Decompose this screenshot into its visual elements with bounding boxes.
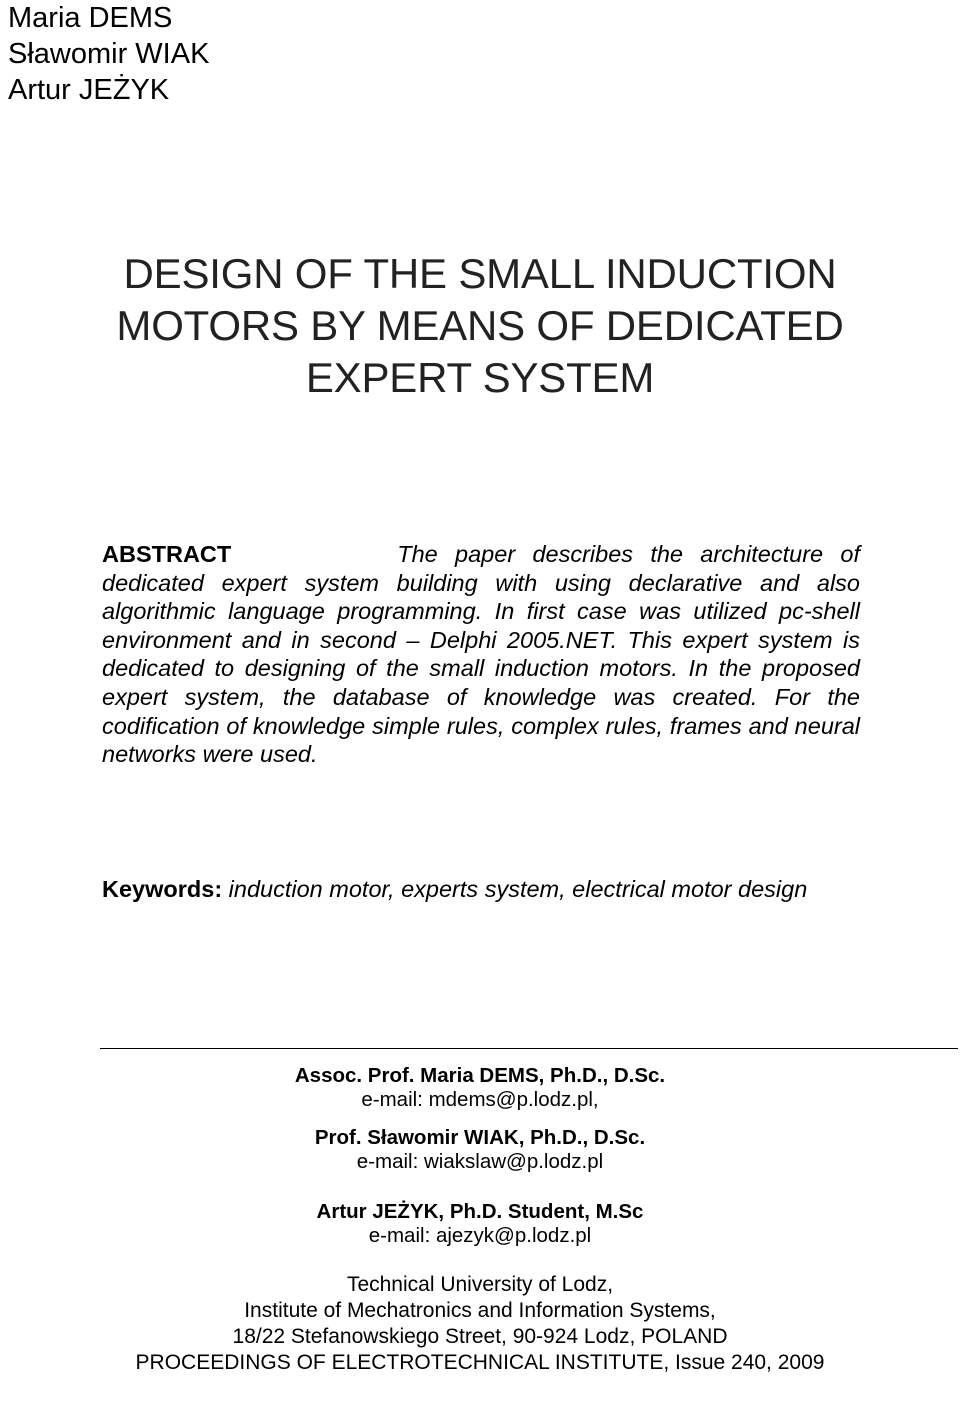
title-line: DESIGN OF THE SMALL INDUCTION (123, 250, 837, 297)
abstract-heading: ABSTRACT (102, 541, 232, 567)
author-list-header (8, 0, 209, 108)
abstract (102, 540, 860, 769)
affiliation-block (0, 1064, 960, 1112)
paper-title (0, 248, 960, 404)
affiliation-email: e-mail: ajezyk@p.lodz.pl (368, 1224, 592, 1247)
title-line: MOTORS BY MEANS OF DEDICATED (116, 302, 844, 349)
keywords (102, 874, 807, 904)
author-name: Maria DEMS (8, 2, 173, 34)
affiliation-block (0, 1126, 960, 1174)
affiliation-email: e-mail: mdems@p.lodz.pl, (361, 1088, 599, 1111)
affiliation-email: e-mail: wiakslaw@p.lodz.pl (356, 1150, 604, 1173)
title-line: EXPERT SYSTEM (305, 354, 655, 401)
footnote-divider (100, 1048, 958, 1049)
author-name: Artur JEŻYK (8, 74, 170, 106)
institution-line: 18/22 Stefanowskiego Street, 90-924 Lodz, POLAND (232, 1325, 728, 1348)
journal-footer: PROCEEDINGS OF ELECTROTECHNICAL INSTITUTE, Issue 240, 2009 (135, 1351, 825, 1374)
institution-line: Institute of Mechatronics and Information Systems, (244, 1299, 716, 1322)
affiliation-name: Artur JEŻYK, Ph.D. Student, M.Sc (316, 1200, 644, 1223)
abstract-text: The paper describes the architecture of dedicated expert system building with using declarative and also algorithmic language programming. In first case was utilized pc-shell environment and in second – Delphi 2005.NET. This expert system is dedicated to designing of the small induction motors. In the proposed expert system, the database of knowledge was created. For the codification of knowledge simple rules, complex rules, frames and neural networks were used. (102, 541, 860, 768)
affiliation-block (0, 1200, 960, 1248)
keywords-text: induction motor, experts system, electrical motor design (228, 876, 808, 902)
author-name: Sławomir WIAK (8, 38, 210, 70)
affiliation-name: Assoc. Prof. Maria DEMS, Ph.D., D.Sc. (294, 1064, 666, 1087)
keywords-label: Keywords: (102, 876, 223, 902)
institution-address (0, 1272, 960, 1350)
institution-line: Technical University of Lodz, (346, 1273, 614, 1296)
affiliation-name: Prof. Sławomir WIAK, Ph.D., D.Sc. (314, 1126, 646, 1149)
